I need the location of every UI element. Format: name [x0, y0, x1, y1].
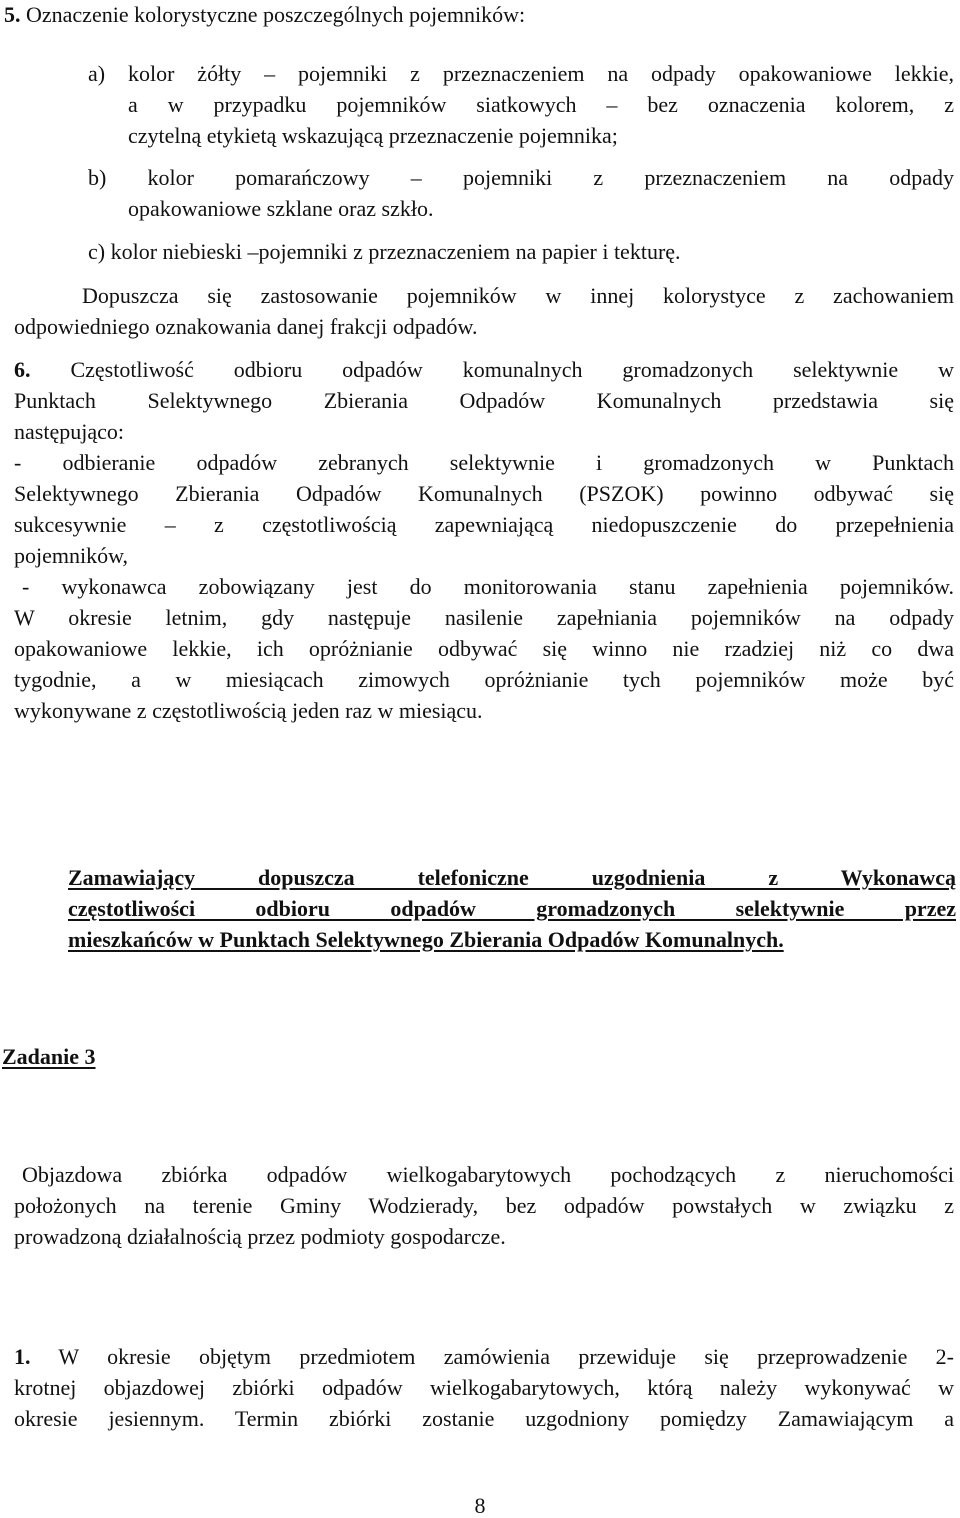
note-line: odpowiedniego oznakowania danej frakcji odpadów.	[14, 314, 478, 339]
point-1-line	[14, 1341, 954, 1372]
notice-line: Zamawiający dopuszcza telefoniczne uzgodnienia z Wykonawcą	[68, 865, 956, 890]
point-1-number: 1.	[14, 1344, 31, 1369]
notice-line: częstotliwości odbioru odpadów gromadzonych selektywnie przez	[68, 896, 956, 921]
item-b-line: b) kolor pomarańczowy – pojemniki z przeznaczeniem na odpady	[88, 165, 954, 190]
section-6-line: - wykonawca zobowiązany jest do monitorowania stanu zapełnienia pojemników.	[22, 574, 954, 599]
intro-line: położonych na terenie Gminy Wodzierady, bez odpadów powstałych w związku z	[14, 1193, 954, 1218]
page-number: 8	[474, 1493, 486, 1518]
task-3-point-1	[14, 1341, 954, 1434]
item-c-line: c) kolor niebieski –pojemniki z przeznaczeniem na papier i tekturę.	[88, 239, 681, 264]
section-6-line: Selektywnego Zbierania Odpadów Komunalnych (PSZOK) powinno odbywać się	[14, 481, 954, 506]
telephone-arrangement-notice	[68, 862, 956, 955]
section-6	[14, 354, 954, 726]
item-a-line: a w przypadku pojemników siatkowych – bez oznaczenia kolorem, z	[128, 92, 954, 117]
notice-line: mieszkańców w Punktach Selektywnego Zbierania Odpadów Komunalnych.	[68, 927, 784, 952]
item-c	[88, 236, 954, 267]
intro-line: Objazdowa zbiórka odpadów wielkogabarytowych pochodzących z nieruchomości	[22, 1162, 954, 1187]
task-3-heading	[2, 1041, 96, 1072]
point-1-text: W okresie objętym przedmiotem zamówienia przewiduje się przeprowadzenie 2-	[58, 1344, 954, 1369]
point-1-line: okresie jesiennym. Termin zbiórki zostanie uzgodniony pomiędzy Zamawiającym a	[14, 1406, 954, 1431]
item-a-line: a) kolor żółty – pojemniki z przeznaczeniem na odpady opakowaniowe lekkie,	[88, 61, 954, 86]
section-5-number: 5.	[4, 2, 21, 27]
color-note	[14, 280, 954, 342]
section-6-line: następująco:	[14, 419, 124, 444]
section-6-line: W okresie letnim, gdy następuje nasilenie zapełniania pojemników na odpady	[14, 605, 954, 630]
section-6-line: pojemników,	[14, 543, 129, 568]
section-5-title: Oznaczenie kolorystyczne poszczególnych pojemników:	[26, 2, 526, 27]
section-6-line: wykonywane z częstotliwością jeden raz w miesiącu.	[14, 698, 483, 723]
section-6-line	[14, 354, 954, 385]
item-b	[88, 162, 954, 224]
note-line: Dopuszcza się zastosowanie pojemników w innej kolorystyce z zachowaniem	[82, 283, 954, 308]
item-b-line: opakowaniowe szklane oraz szkło.	[128, 196, 434, 221]
task-3-intro	[14, 1159, 954, 1252]
section-6-text: Częstotliwość odbioru odpadów komunalnych gromadzonych selektywnie w	[70, 357, 954, 382]
section-6-line: Punktach Selektywnego Zbierania Odpadów Komunalnych przedstawia się	[14, 388, 954, 413]
section-6-line: sukcesywnie – z częstotliwością zapewniającą niedopuszczenie do przepełnienia	[14, 512, 954, 537]
section-6-line: - odbieranie odpadów zebranych selektywnie i gromadzonych w Punktach	[14, 450, 954, 475]
section-6-number: 6.	[14, 357, 31, 382]
task-heading-text: Zadanie 3	[2, 1044, 96, 1069]
section-5-heading	[4, 0, 954, 30]
point-1-line: krotnej objazdowej zbiórki odpadów wielkogabarytowych, którą należy wykonywać w	[14, 1375, 954, 1400]
item-a	[88, 58, 954, 151]
intro-line: prowadzoną działalnością przez podmioty gospodarcze.	[14, 1224, 506, 1249]
item-a-line: czytelną etykietą wskazującą przeznaczenie pojemnika;	[128, 123, 618, 148]
section-6-line: opakowaniowe lekkie, ich opróżnianie odbywać się winno nie rzadziej niż co dwa	[14, 636, 954, 661]
section-6-line: tygodnie, a w miesiącach zimowych opróżnianie tych pojemników może być	[14, 667, 954, 692]
